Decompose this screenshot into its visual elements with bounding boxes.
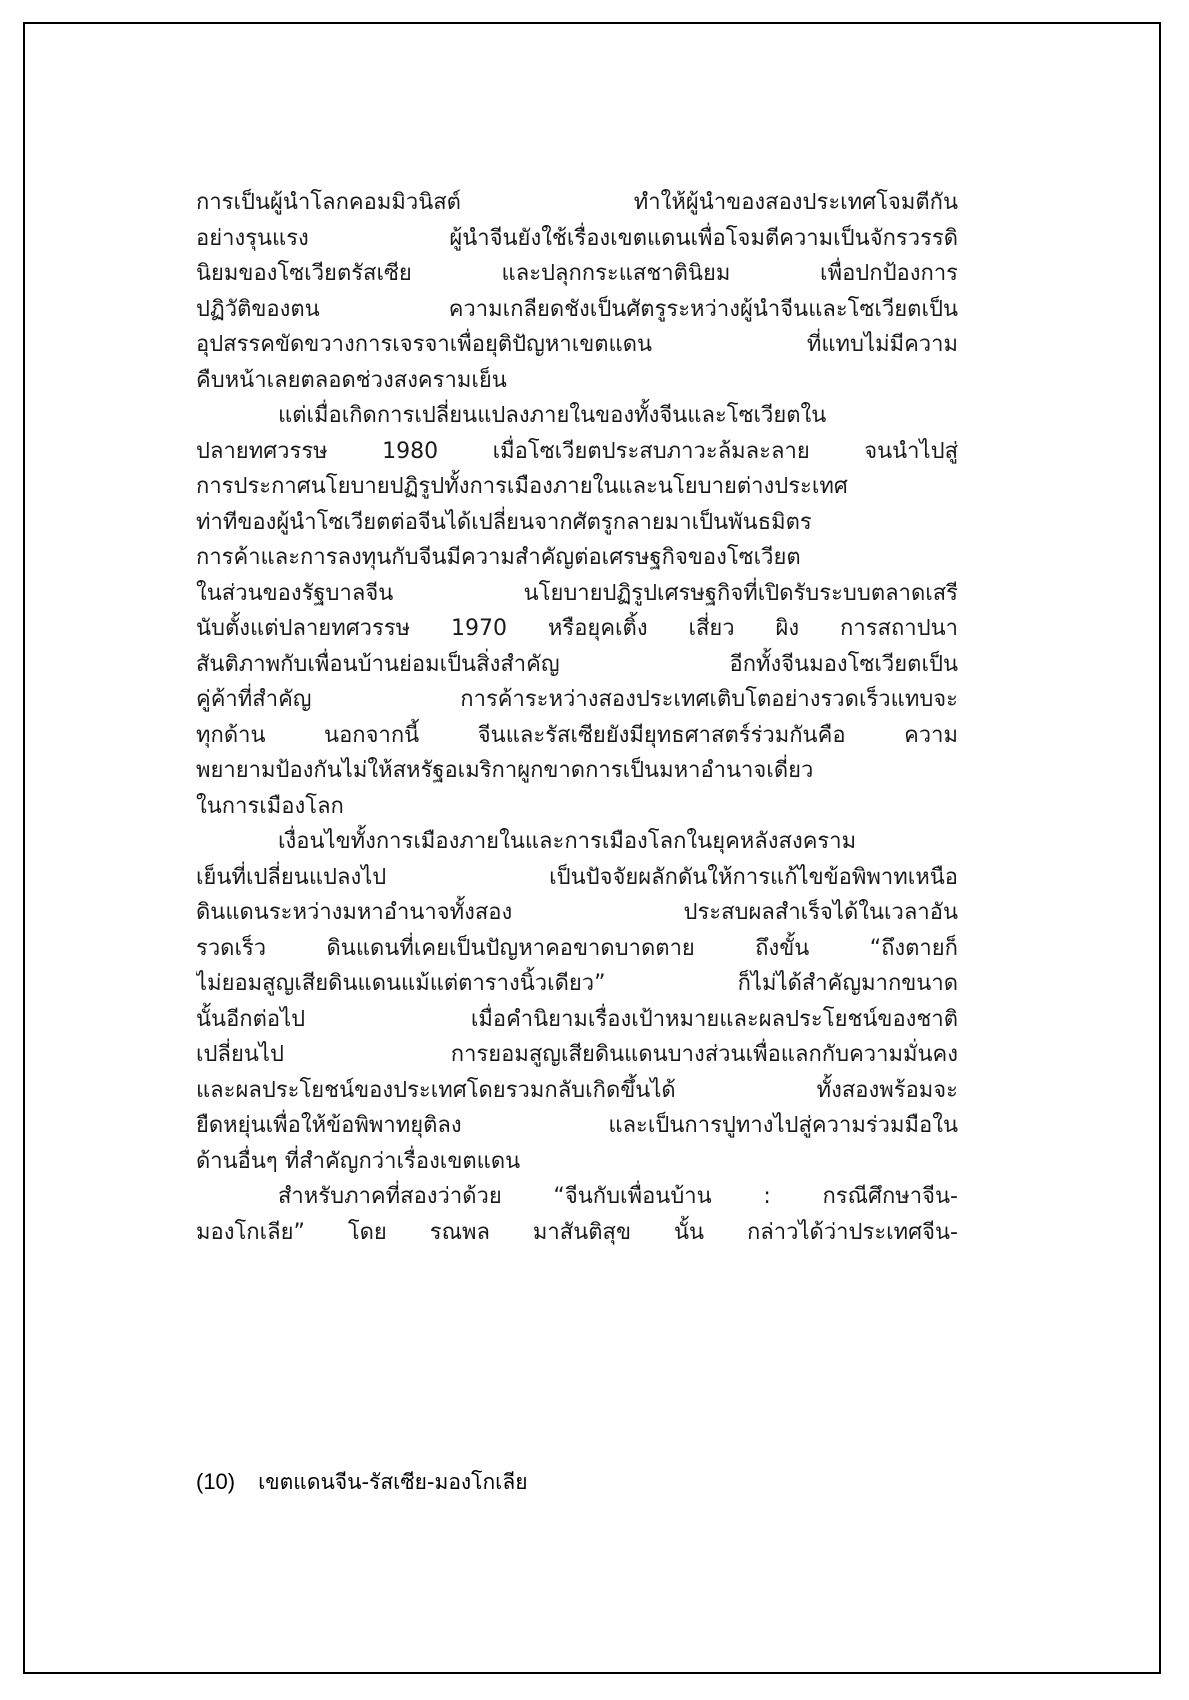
text-line: คู่ค้าที่สำคัญ การค้าระหว่างสองประเทศเติบโตอย่างรวดเร็วแทบจะ bbox=[196, 687, 958, 712]
text-line: นั้นอีกต่อไป เมื่อคำนิยามเรื่องเป้าหมายและผลประโยชน์ของชาติ bbox=[196, 1006, 958, 1032]
text-line: นิยมของโซเวียตรัสเซีย และปลุกกระแสชาตินิยม เพื่อปกป้องการ bbox=[196, 261, 958, 286]
text-line: การค้าและการลงทุนกับจีนมีความสำคัญต่อเศรษฐกิจของโซเวียต bbox=[196, 545, 801, 570]
text-line: นับตั้งแต่ปลายทศวรรษ 1970 หรือยุคเติ้ง เสี่ยว ผิง การสถาปนา bbox=[196, 616, 958, 641]
text-line: ด้านอื่นๆ ที่สำคัญกว่าเรื่องเขตแดน bbox=[196, 1148, 521, 1174]
text-line: มองโกเลีย” โดย รณพล มาสันติสุข นั้น กล่าวได้ว่าประเทศจีน- bbox=[196, 1219, 958, 1245]
page-number: (10) bbox=[196, 1469, 236, 1494]
text-line: ในการเมืองโลก bbox=[196, 793, 344, 819]
running-title: เขตแดนจีน-รัสเซีย-มองโกเลีย bbox=[258, 1470, 528, 1494]
page-footer bbox=[196, 1467, 528, 1497]
text-line: อุปสรรคขัดขวางการเจรจาเพื่อยุติปัญหาเขตแดน ที่แทบไม่มีความ bbox=[196, 332, 958, 357]
text-line: การประกาศนโยบายปฏิรูปทั้งการเมืองภายในและนโยบายต่างประเทศ bbox=[196, 474, 848, 499]
text-line: อย่างรุนแรง ผู้นำจีนยังใช้เรื่องเขตแดนเพื่อโจมตีความเป็นจักรวรรดิ bbox=[196, 225, 958, 251]
text-line: การเป็นผู้นำโลกคอมมิวนิสต์ ทำให้ผู้นำของสองประเทศโจมตีกัน bbox=[196, 190, 958, 215]
body-text bbox=[196, 185, 958, 1250]
text-line: และผลประโยชน์ของประเทศโดยรวมกลับเกิดขึ้นได้ ทั้งสองพร้อมจะ bbox=[196, 1077, 958, 1103]
paragraph-first-line: สำหรับภาคที่สองว่าด้วย “จีนกับเพื่อนบ้าน : กรณีศึกษาจีน- bbox=[278, 1184, 958, 1209]
text-line: สันติภาพกับเพื่อนบ้านย่อมเป็นสิ่งสำคัญ อีกทั้งจีนมองโซเวียตเป็น bbox=[196, 651, 958, 677]
text-line: ไม่ยอมสูญเสียดินแดนแม้แต่ตารางนิ้วเดียว” ก็ไม่ได้สำคัญมากขนาด bbox=[196, 971, 958, 996]
text-line: ยืดหยุ่นเพื่อให้ข้อพิพาทยุติลง และเป็นการปูทางไปสู่ความร่วมมือใน bbox=[196, 1113, 958, 1138]
text-line: คืบหน้าเลยตลอดช่วงสงครามเย็น bbox=[196, 367, 507, 393]
text-line: เปลี่ยนไป การยอมสูญเสียดินแดนบางส่วนเพื่อแลกกับความมั่นคง bbox=[196, 1042, 958, 1067]
paragraph-first-line: แต่เมื่อเกิดการเปลี่ยนแปลงภายในของทั้งจีนและโซเวียตใน bbox=[278, 403, 827, 428]
text-line: เย็นที่เปลี่ยนแปลงไป เป็นปัจจัยผลักดันให้การแก้ไขข้อพิพาทเหนือ bbox=[196, 864, 958, 890]
text-line: ทุกด้าน นอกจากนี้ จีนและรัสเซียยังมียุทธศาสตร์ร่วมกันคือ ความ bbox=[196, 722, 958, 748]
text-line: พยายามป้องกันไม่ให้สหรัฐอเมริกาผูกขาดการเป็นมหาอำนาจเดี่ยว bbox=[196, 758, 814, 783]
text-line: ปฏิวัติของตน ความเกลียดชังเป็นศัตรูระหว่างผู้นำจีนและโซเวียตเป็น bbox=[196, 296, 958, 322]
text-line: ปลายทศวรรษ 1980 เมื่อโซเวียตประสบภาวะล้มละลาย จนนำไปสู่ bbox=[196, 438, 958, 464]
text-line: ท่าทีของผู้นำโซเวียตต่อจีนได้เปลี่ยนจากศัตรูกลายมาเป็นพันธมิตร bbox=[196, 509, 812, 535]
text-line: ในส่วนของรัฐบาลจีน นโยบายปฏิรูปเศรษฐกิจที่เปิดรับระบบตลาดเสรี bbox=[196, 580, 958, 606]
text-line: รวดเร็ว ดินแดนที่เคยเป็นปัญหาคอขาดบาดตาย ถึงขั้น “ถึงตายก็ bbox=[196, 935, 958, 961]
text-line: ดินแดนระหว่างมหาอำนาจทั้งสอง ประสบผลสำเร็จได้ในเวลาอัน bbox=[196, 900, 958, 925]
paragraph-first-line: เงื่อนไขทั้งการเมืองภายในและการเมืองโลกในยุคหลังสงคราม bbox=[278, 829, 857, 854]
